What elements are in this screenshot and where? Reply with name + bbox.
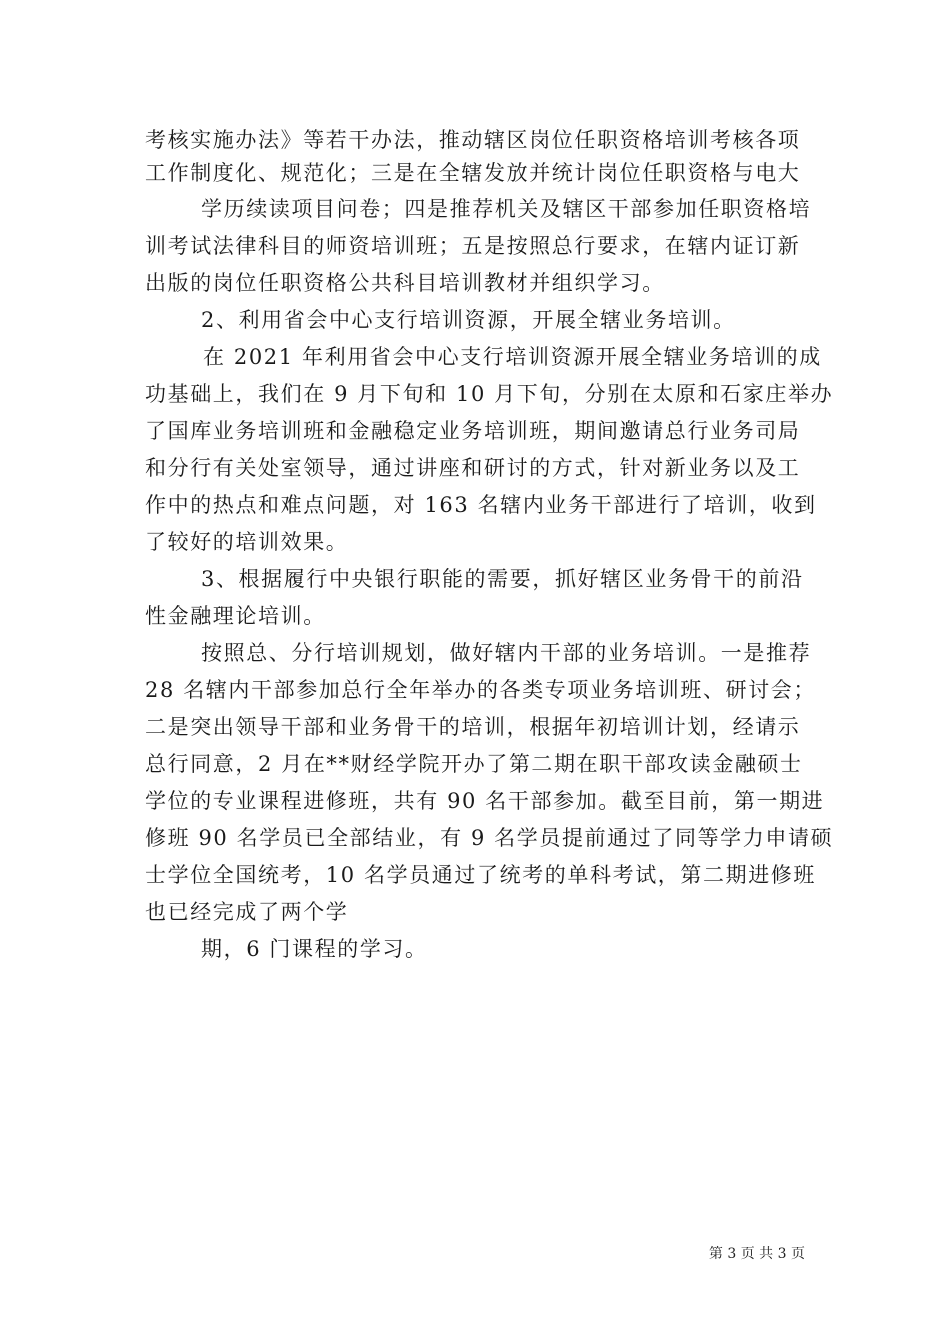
text-line: 和分行有关处室领导，通过讲座和研讨的方式，针对新业务以及工 xyxy=(145,456,801,480)
text-line: 总行同意，2 月在**财经学院开办了第二期在职干部攻读金融硕士 xyxy=(145,752,803,776)
text-line: 在 2021 年利用省会中心支行培训资源开展全辖业务培训的成 xyxy=(203,345,822,369)
page-number: 第 3 页 共 3 页 xyxy=(708,1246,805,1262)
text-line: 学历续读项目问卷；四是推荐机关及辖区干部参加任职资格培 xyxy=(201,197,812,221)
text-line: 28 名辖内干部参加总行全年举办的各类专项业务培训班、研讨会； xyxy=(145,678,816,702)
text-line: 学位的专业课程进修班，共有 90 名干部参加。截至目前，第一期进 xyxy=(145,789,825,813)
text-line: 也已经完成了两个学 xyxy=(145,900,349,924)
text-line: 二是突出领导干部和业务骨干的培训，根据年初培训计划，经请示 xyxy=(145,715,801,739)
text-line: 按照总、分行培训规划，做好辖内干部的业务培训。一是推荐 xyxy=(201,641,812,665)
section-heading: 性金融理论培训。 xyxy=(145,604,326,628)
text-line: 考核实施办法》等若干办法，推动辖区岗位任职资格培训考核各项 xyxy=(145,128,801,152)
text-line: 训考试法律科目的师资培训班；五是按照总行要求，在辖内证订新 xyxy=(145,234,801,258)
section-heading: 3、根据履行中央银行职能的需要，抓好辖区业务骨干的前沿 xyxy=(201,567,804,591)
text-line: 士学位全国统考，10 名学员通过了统考的单科考试，第二期进修班 xyxy=(145,863,816,887)
text-line: 了较好的培训效果。 xyxy=(145,530,349,554)
section-heading: 2、利用省会中心支行培训资源，开展全辖业务培训。 xyxy=(201,308,736,332)
text-line: 作中的热点和难点问题，对 163 名辖内业务干部进行了培训，收到 xyxy=(145,493,817,517)
text-line: 期，6 门课程的学习。 xyxy=(201,937,428,961)
text-line: 工作制度化、规范化；三是在全辖发放并统计岗位任职资格与电大 xyxy=(145,161,801,185)
text-line: 了国库业务培训班和金融稳定业务培训班，期间邀请总行业务司局 xyxy=(145,419,801,443)
text-line: 功基础上，我们在 9 月下旬和 10 月下旬，分别在太原和石家庄举办 xyxy=(145,382,834,406)
text-line: 出版的岗位任职资格公共科目培训教材并组织学习。 xyxy=(145,271,665,295)
text-line: 修班 90 名学员已全部结业，有 9 名学员提前通过了同等学力申请硕 xyxy=(145,826,834,850)
